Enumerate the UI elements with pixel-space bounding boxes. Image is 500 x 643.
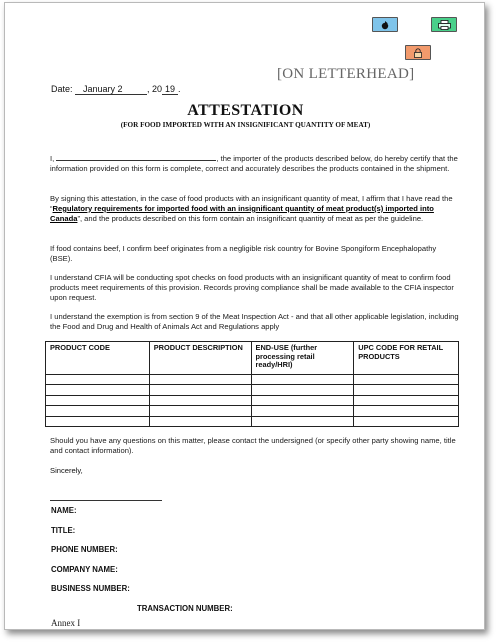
annex-label: Annex I — [51, 618, 81, 628]
table-cell[interactable] — [354, 385, 459, 395]
table-cell[interactable] — [149, 395, 251, 405]
table-row — [46, 395, 459, 405]
date-century: , 20 — [147, 84, 163, 94]
table-cell[interactable] — [354, 395, 459, 405]
paragraph-affirm-start: By signing this attestation, in the case of food products with an insignificant quantity of meat, I affirm that I have read the “ — [50, 194, 453, 213]
table-cell[interactable] — [354, 406, 459, 416]
page-title: ATTESTATION — [187, 102, 304, 119]
paragraph-beef: If food contains beef, I confirm beef originates from a negligible risk country for Bovine Spongiform Encephalopathy (BSE). — [50, 244, 437, 263]
signature-line[interactable] — [50, 500, 162, 501]
table-cell[interactable] — [46, 395, 150, 405]
closing-sincerely: Sincerely, — [50, 466, 83, 475]
table-cell[interactable] — [46, 416, 150, 426]
importer-name-field[interactable] — [56, 154, 216, 161]
header-product-code: PRODUCT CODE — [46, 342, 150, 375]
regulatory-requirements-link[interactable]: Regulatory requirements for imported food with an insignificant quantity of meat product(s) imported into Canada — [50, 203, 434, 223]
printer-icon — [438, 20, 451, 30]
paragraph-affirm-end: ”, and the products described on this form contain an insignificant quantity of meat as per the guideline. — [77, 213, 424, 223]
table-cell[interactable] — [149, 385, 251, 395]
phone-number-label: PHONE NUMBER: — [51, 545, 118, 554]
paragraph-spot-checks: I understand CFIA will be conducting spot checks on food products with an insignificant quantity of meat to confirm food products meet requirements of this provision. Records proving compliance shall be made available to the CFIA inspector upon request. — [50, 273, 454, 302]
table-header-row — [46, 342, 459, 375]
header-end-use: END-USE (further processing retail ready/HRI) — [251, 342, 354, 375]
lock-icon — [413, 48, 423, 58]
paragraph-certify — [50, 154, 460, 174]
table-cell[interactable] — [251, 375, 354, 385]
table-cell[interactable] — [149, 406, 251, 416]
table-cell[interactable] — [251, 395, 354, 405]
date-period: . — [178, 84, 181, 94]
page-subtitle: (FOR FOOD IMPORTED WITH AN INSIGNIFICANT QUANTITY OF MEAT) — [120, 121, 371, 129]
name-label: NAME: — [51, 506, 77, 515]
paragraph-certify-rest: , the importer of the products described below, do hereby certify that the information provided on this form is complete, correct and accurately describes the products contained in the shipment. — [50, 154, 458, 173]
table-cell[interactable] — [251, 385, 354, 395]
table-row — [46, 385, 459, 395]
table-cell[interactable] — [149, 375, 251, 385]
table-cell[interactable] — [354, 416, 459, 426]
date-label: Date: — [51, 84, 73, 94]
table-cell[interactable] — [46, 375, 150, 385]
date-month-field[interactable]: January 2 — [75, 84, 147, 95]
business-number-label: BUSINESS NUMBER: — [51, 584, 130, 593]
audio-button[interactable] — [372, 17, 398, 32]
table-cell[interactable] — [46, 385, 150, 395]
company-name-label: COMPANY NAME: — [51, 565, 118, 574]
paragraph-certify-start: I, — [50, 154, 55, 163]
paragraph-exemption: I understand the exemption is from section 9 of the Meat Inspection Act - and that all other applicable legislation, including the Food and Drug and Health of Animals Act and Regulations apply — [50, 312, 459, 331]
document-page — [4, 2, 485, 630]
table-cell[interactable] — [149, 416, 251, 426]
print-button[interactable] — [431, 17, 457, 32]
header-upc-code: UPC CODE FOR RETAIL PRODUCTS — [354, 342, 459, 375]
speaker-icon — [379, 20, 391, 30]
table-row — [46, 406, 459, 416]
paragraph-questions: Should you have any questions on this matter, please contact the undersigned (or specify other party showing name, title and contact information). — [50, 436, 456, 455]
title-label: TITLE: — [51, 526, 76, 535]
date-line — [51, 84, 181, 95]
date-year-field[interactable]: 19 — [162, 84, 178, 95]
transaction-number-label: TRANSACTION NUMBER: — [137, 604, 233, 613]
table-cell[interactable] — [251, 406, 354, 416]
header-product-description: PRODUCT DESCRIPTION — [149, 342, 251, 375]
lock-button[interactable] — [405, 45, 431, 60]
table-row — [46, 375, 459, 385]
table-cell[interactable] — [46, 406, 150, 416]
table-cell[interactable] — [251, 416, 354, 426]
table-row — [46, 416, 459, 426]
table-cell[interactable] — [354, 375, 459, 385]
paragraph-affirm — [50, 194, 460, 223]
letterhead-placeholder: [ON LETTERHEAD] — [277, 66, 415, 82]
products-table — [45, 341, 459, 427]
